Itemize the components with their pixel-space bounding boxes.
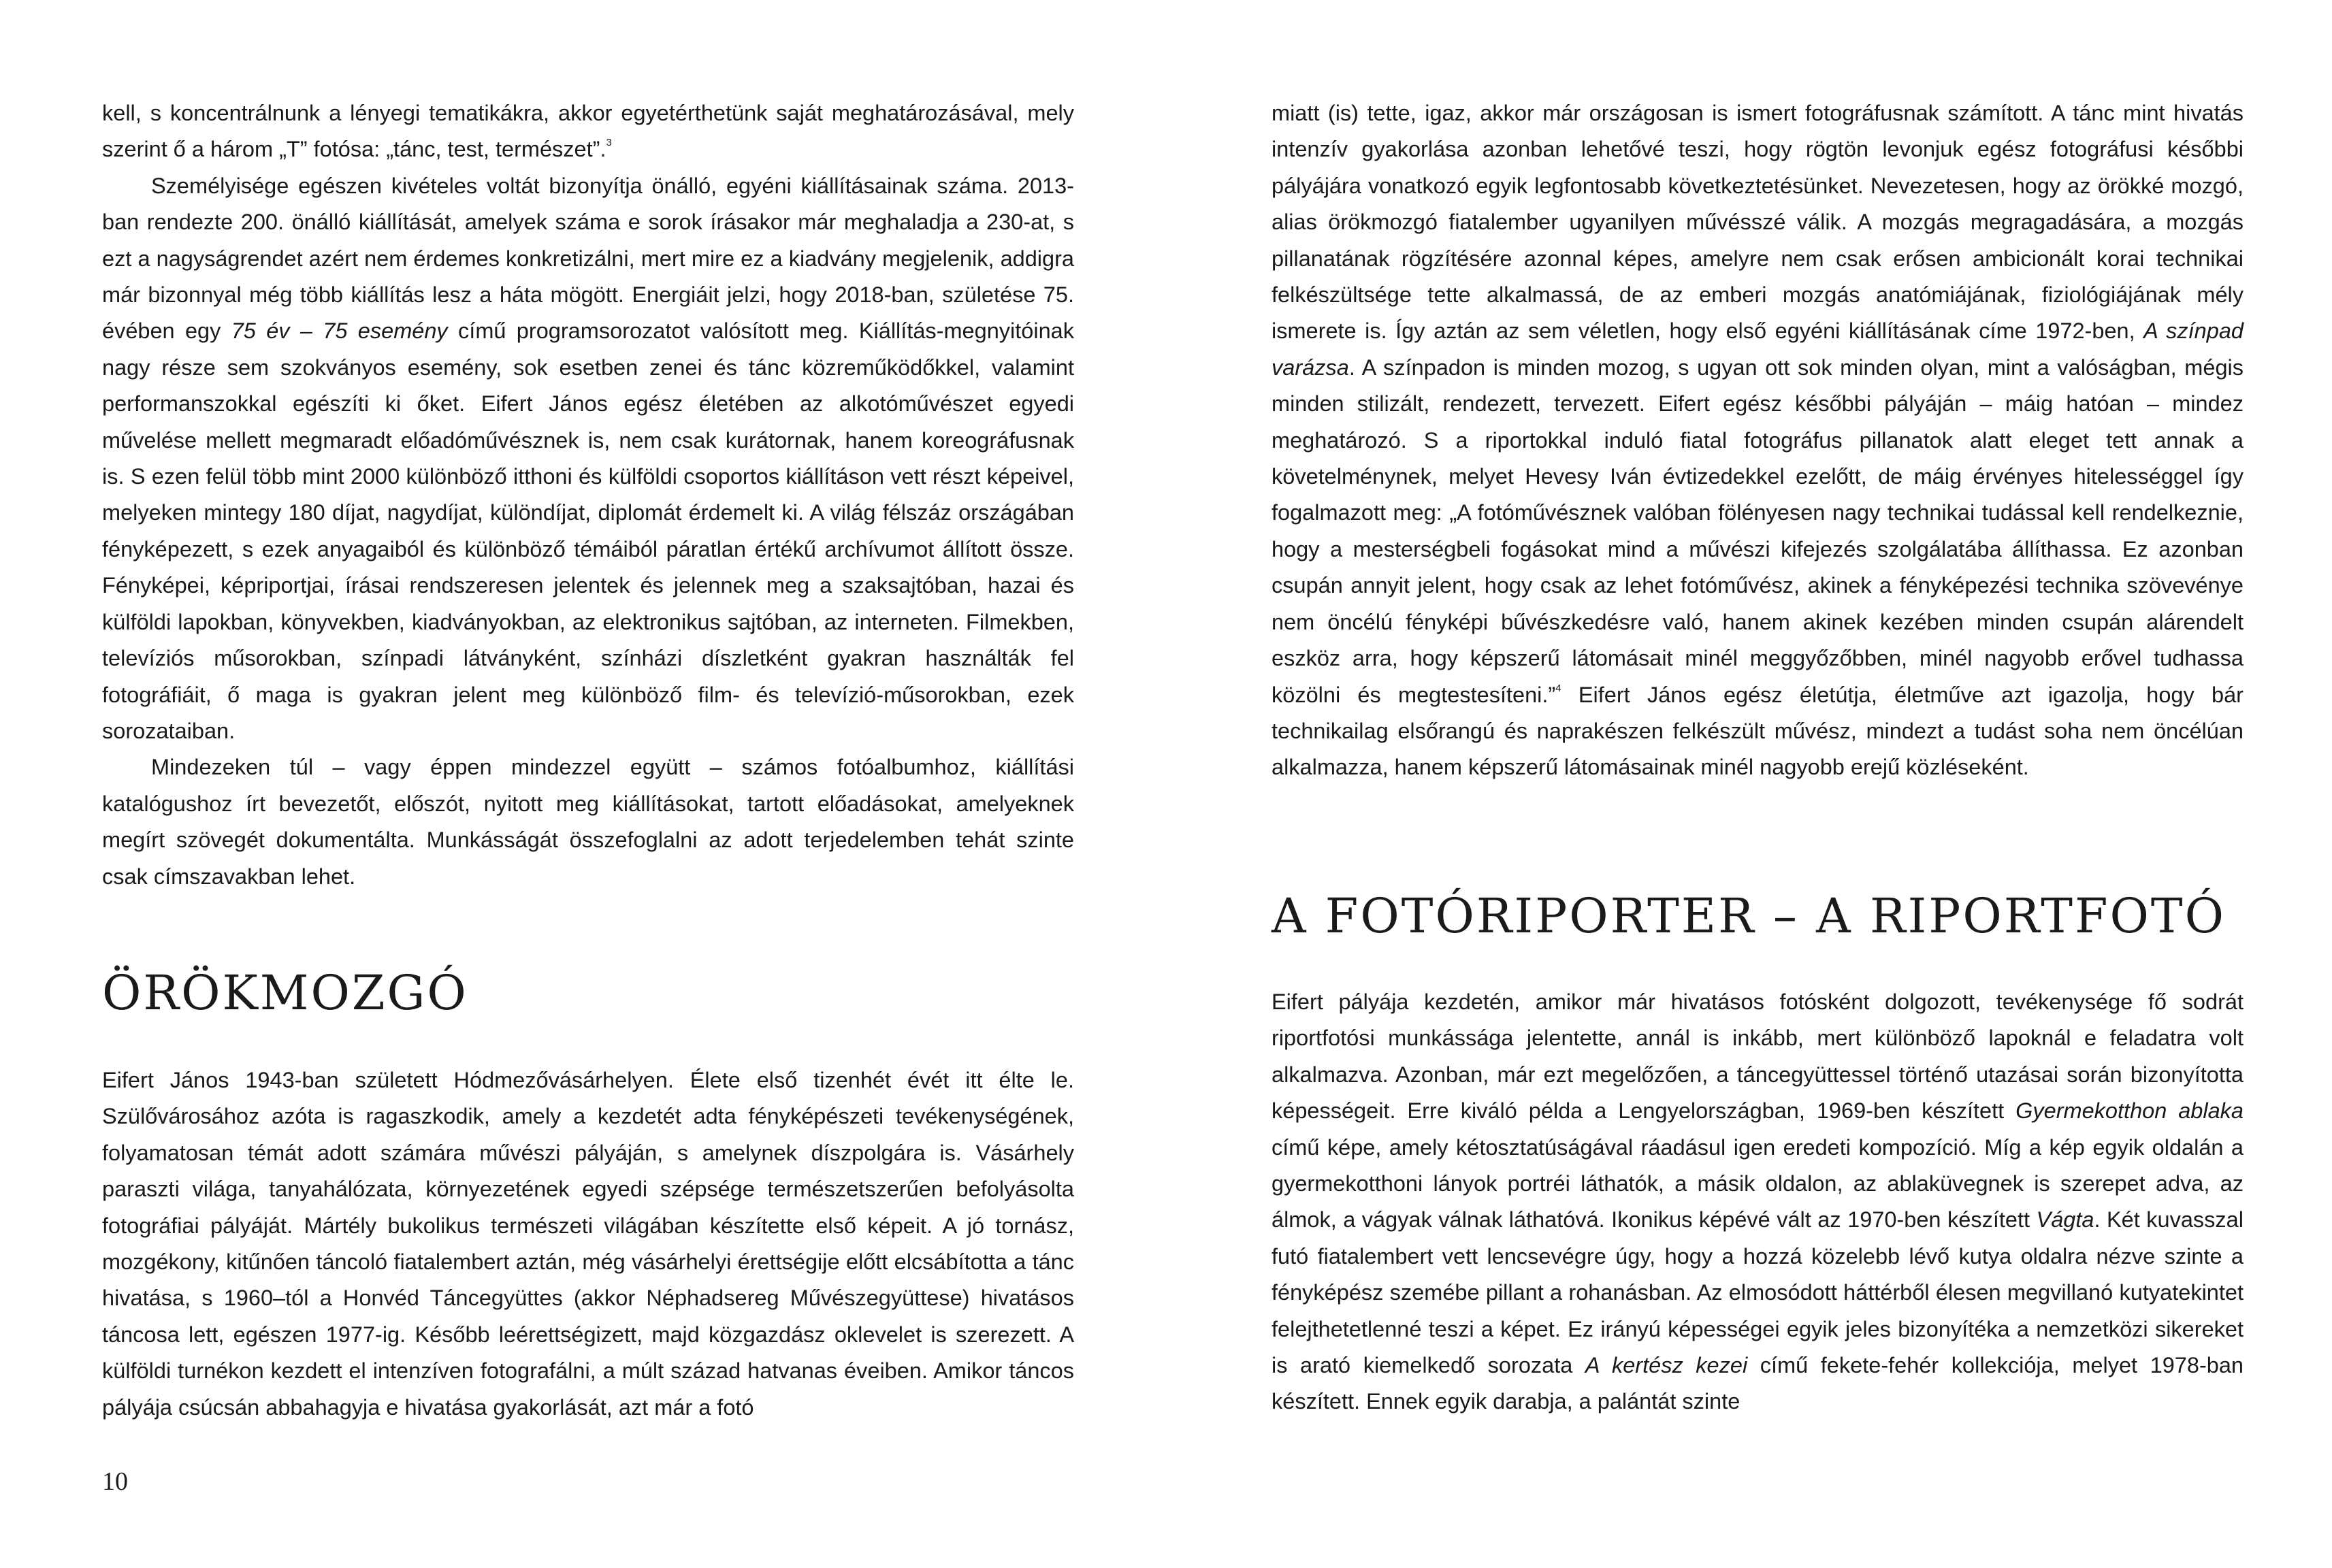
right-text-top: [1272, 95, 2244, 786]
section-heading: ÖRÖKMOZGÓ: [102, 965, 468, 1021]
text-run: című programsorozatot valósított meg. Kiállítás-megnyitóinak nagy része sem szokványos esemény, sok esetben zenei és tánc közreműködőkkel, valamint performanszokkal egészíti ki őket. Eifert János egész életében az alkotóművészet egyedi művelése mellett megmaradt előadóművésznek is, nem csak kurátornak, hanem koreográfusnak is. S ezen felül több mint 2000 különböző itthoni és külföldi csoportos kiállításon vett részt képeivel, melyeken mintegy 180 díjat, nagydíjat, különdíjat, diplomát érdemelt ki. A világ félszáz országában fényképezett, s ezek anyagaiból és különböző témáiból páratlan értékű archívumot állított össze. Fényképei, képriportjai, írásai rendszeresen jelentek és jelennek meg a szaksajtóban, hazai és külföldi lapokban, könyvekben, kiadványokban, az elektronikus sajtóban, az interneten. Filmekben, televíziós műsorokban, színpadi látványként, színházi díszletként gyakran használták fel fotográfiáit, ő maga is gyakran jelent meg különböző film- és televízió-műsorokban, ezek sorozataiban.: [102, 318, 1074, 743]
italic-title: Gyermekotthon ablaka: [2015, 1098, 2244, 1124]
italic-title: 75 év – 75 esemény: [231, 318, 448, 344]
section-heading: A FOTÓRIPORTER – A RIPORTFOTÓ: [1272, 888, 2226, 944]
text-run: kell, s koncentrálnunk a lényegi tematikákra, akkor egyetérthetünk saját meghatározásával, mely szerint ő a három „T” fotósa: „tánc, test, természet”.: [102, 101, 1074, 162]
paragraph: [1272, 95, 2244, 786]
text-run: . Két kuvasszal futó fiatalembert vett lencsevégre úgy, hogy a hozzá közelebb lévő kutya oldalra nézve szinte a fényképész szemébe pillant a rohanásban. Az elmosódott háttérből élesen megvillanó kutyatekintet felejthetetlenné teszi a képet. Ez irányú képességei egyik jeles bizonyítéka a nemzetközi sikereket is arató kiemelkedő sorozata: [1272, 1207, 2244, 1378]
left-text-top: [102, 95, 1074, 895]
footnote-marker: 4: [1555, 682, 1561, 694]
paragraph: [102, 749, 1074, 895]
paragraph: [102, 1062, 1074, 1426]
footnote-marker: 3: [606, 137, 612, 149]
page-number: 10: [102, 1467, 128, 1496]
section-heading-block: [102, 965, 1074, 1021]
section-heading-block: [1272, 888, 2244, 944]
text-run: Személyisége egészen kivételes voltát bizonyítja önálló, egyéni kiállításainak száma. 2013-ban rendezte 200. önálló kiállítását, amelyek száma e sorok írásakor már meghaladja a 230-at, s ezt a nagyságrendet azért nem érdemes konkretizálni, mert mire ez a kiadvány megjelenik, addigra már bizonnyal még több kiállítás lesz a háta mögött. Energiáit jelzi, hogy 2018-ban, születése 75. évében egy: [102, 173, 1074, 344]
paragraph: [102, 95, 1074, 168]
text-run: miatt (is) tette, igaz, akkor már országosan is ismert fotográfusnak számított. A tánc mint hivatás intenzív gyakorlása azonban lehetővé teszi, hogy rögtön levonjuk egész fotográfusi későbbi pályájára vonatkozó egyik legfontosabb következtetésünket. Nevezetesen, hogy az örökké mozgó, alias örökmozgó fiatalember ugyanilyen művésszé válik. A mozgás megragadására, a mozgás pillanatának rögzítésére azonnal képes, amelyre nem csak erősen ambicionált korai technikai felkészültsége tette alkalmassá, de az emberi mozgás anatómiájának, fiziológiájának mély ismerete is. Így aztán az sem véletlen, hogy első egyéni kiállításának címe 1972-ben,: [1272, 101, 2244, 344]
italic-title: Vágta: [2036, 1207, 2094, 1232]
italic-title: A kertész kezei: [1585, 1353, 1748, 1378]
text-run: Mindezeken túl – vagy éppen mindezzel együtt – számos fotóalbumhoz, kiállítási katalógushoz írt bevezetőt, előszót, nyitott meg kiállításokat, tartott előadásokat, amelyeknek megírt szövegét dokumentálta. Munkásságát összefoglalni az adott terjedelemben tehát szinte csak címszavakban lehet.: [102, 755, 1074, 889]
right-text-bottom: [1272, 984, 2244, 1420]
text-run: című képe, amely kétosztatúságával ráadásul igen eredeti kompozíció. Míg a kép egyik oldalán a gyermekotthoni lányok portréi láthatók, a másik oldalon, az ablaküvegnek is szerepet adva, az álmok, a vágyak válnak láthatóvá. Ikonikus képévé vált az 1970-ben készített: [1272, 1134, 2244, 1232]
left-text-bottom: [102, 1062, 1074, 1426]
text-run: . A színpadon is minden mozog, s ugyan ott sok minden olyan, mint a valóságban, mégis minden stilizált, rendezett, tervezett. Eifert egész későbbi pályáján – máig hatóan – mindez meghatározó. S a riportokkal induló fiatal fotográfus pillanatok alatt eleget tett annak a követelménynek, melyet Hevesy Iván évtizedekkel ezelőtt, de máig érvényes hitelességgel így fogalmazott meg: „A fotóművésznek valóban fölényesen nagy technikai tudással kell rendelkeznie, hogy a mesterségbeli fogásokat mind a művészi kifejezés szolgálatába állíthassa. Ez azonban csupán annyit jelent, hogy csak az lehet fotóművész, akinek a fényképezési technika szövevénye nem öncélú fényképi bűvészkedésre való, hanem akinek kezében minden csupán alárendelt eszköz arra, hogy képszerű látomásait minél meggyőzőbben, minél nagyobb erővel tudhassa közölni és megtestesíteni.”: [1272, 355, 2244, 707]
paragraph: [102, 168, 1074, 750]
paragraph: [1272, 984, 2244, 1420]
italic-title: A színpad varázsa: [1272, 318, 2244, 380]
text-run: Eifert pályája kezdetén, amikor már hivatásos fotósként dolgozott, tevékenysége fő sodrát riportfotósi munkássága jelentette, annál is inkább, mert különböző lapoknál e feladatra volt alkalmazva. Azonban, már ezt megelőzően, a táncegyüttessel történő utazásai során bizonyította képességeit. Erre kiváló példa a Lengyelországban, 1969-ben készített: [1272, 990, 2244, 1124]
text-run: Eifert János 1943-ban született Hódmezővásárhelyen. Élete első tizenhét évét itt élte le. Szülővárosához azóta is ragaszkodik, amely a kezdetét adta fényképészeti tevékenységének, folyamatosan témát adott számára művészi pályáján, s amelynek díszpolgára is. Vásárhely paraszti világa, tanyahálózata, környezetének egyedi szépsége természetszerűen befolyásolta fotográfiai pályáját. Mártély bukolikus természeti világában készítette első képeit. A jó tornász, mozgékony, kitűnően táncoló fiatalembert aztán, még vásárhelyi érettségije előtt elcsábította a tánc hivatása, s 1960–tól a Honvéd Táncegyüttes (akkor Néphadsereg Művészegyüttese) hivatásos táncosa lett, egészen 1977-ig. Később leérettségizett, majd közgazdász oklevelet is szerezett. A külföldi turnékon kezdett el intenzíven fotografálni, a múlt század hatvanas éveiben. Amikor táncos pályája csúcsán abbahagyja e hivatása gyakorlását, azt már a fotó: [102, 1068, 1074, 1420]
text-run: című fekete-fehér kollekciója, melyet 1978-ban készített. Ennek egyik darabja, a palántát szinte: [1272, 1353, 2244, 1414]
text-run: Eifert János egész életútja, életműve azt igazolja, hogy bár technikailag elsőrangú és naprakészen felkészült művész, mindezt a tudást soha nem öncélúan alkalmazza, hanem képszerű látomásainak minél nagyobb erejű közléseként.: [1272, 682, 2244, 780]
right-page: [1166, 0, 2332, 1568]
